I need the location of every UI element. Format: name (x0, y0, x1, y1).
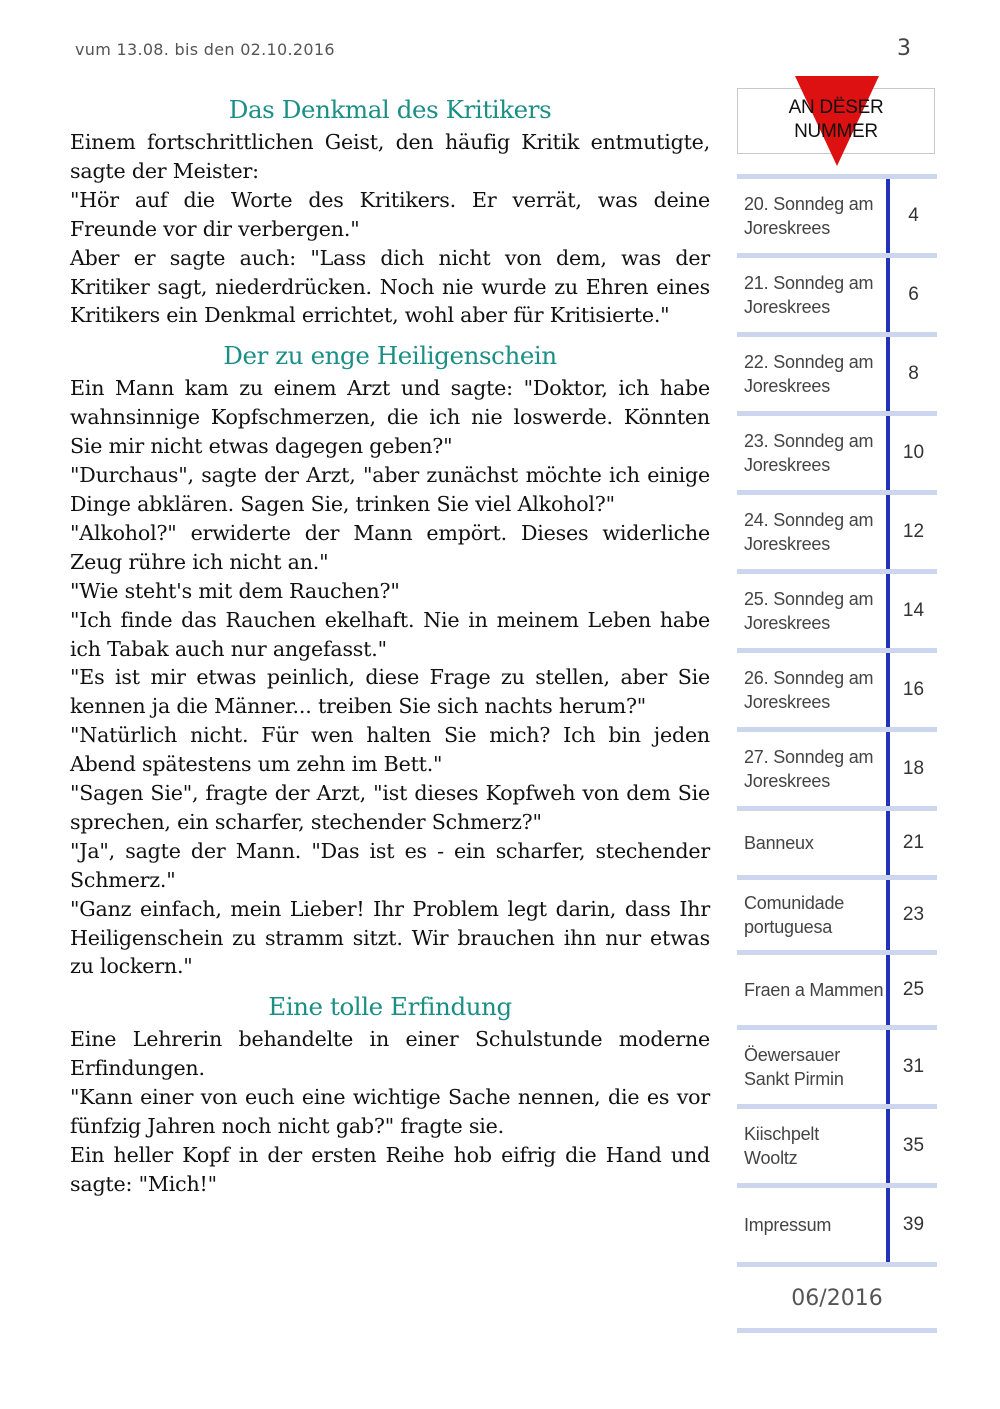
toc-item-label-line1: Impressum (744, 1215, 832, 1235)
toc-item[interactable] (737, 1188, 925, 1262)
issue-number: 06/2016 (791, 1286, 883, 1311)
article-title: Eine tolle Erfindung (268, 992, 512, 1022)
article-paragraph: "Es ist mir etwas peinlich, diese Frage zu stellen, aber Sie kennen ja die Männer... treiben Sie sich nachts herum?" (70, 665, 710, 719)
article-paragraph: Eine Lehrerin behandelte in einer Schulstunde moderne Erfindungen. (70, 1027, 710, 1081)
toc-item-label (737, 666, 873, 714)
toc-item[interactable] (737, 880, 925, 950)
toc-item-page-number: 12 (902, 521, 925, 542)
toc-item-label-line1: 27. Sonndeg am (744, 747, 874, 767)
article-paragraph: Einem fortschrittlichen Geist, den häufig Kritik entmutigte, sagte der Meister: (70, 130, 710, 183)
toc-item-page-number: 39 (902, 1214, 925, 1235)
toc-item-label (737, 1213, 831, 1237)
toc-item[interactable] (737, 653, 925, 727)
toc-item-page-number: 16 (902, 679, 925, 700)
article-paragraph: Aber er sagte auch: "Lass dich nicht von dem, was der Kritiker sagt, niederdrücken. Noch nie wurde zu Ehren eines Kritikers ein Denkmal errichtet, wohl aber für Kritisierte." (70, 245, 710, 328)
toc-item-page-number: 23 (902, 904, 925, 925)
toc-item-page-number: 6 (908, 284, 919, 305)
toc-item-page-number: 14 (902, 600, 925, 621)
toc-item-label-line1: 25. Sonndeg am (744, 589, 874, 609)
toc-item-label-line1: 20. Sonndeg am (744, 194, 874, 214)
toc-item-label-line2: Joreskrees (744, 534, 831, 554)
toc-item-label (737, 350, 873, 398)
toc-item-label-line2: Joreskrees (744, 297, 831, 317)
toc-item[interactable] (737, 495, 925, 569)
toc-item-page-number: 25 (902, 979, 925, 1000)
toc-item-page-number: 21 (902, 832, 925, 853)
toc-item[interactable] (737, 416, 925, 490)
toc-item-label-line2: Joreskrees (744, 692, 831, 712)
toc-item-label-line2: Joreskrees (744, 613, 831, 633)
toc-item[interactable] (737, 811, 925, 875)
toc-item-label-line2: Wooltz (744, 1148, 798, 1168)
toc-item-label-line1: 21. Sonndeg am (744, 273, 874, 293)
toc-item[interactable] (737, 337, 919, 411)
toc-item-label (737, 1043, 844, 1091)
toc-item[interactable] (737, 179, 919, 253)
article-paragraph: "Kann einer von euch eine wichtige Sache nennen, die es vor fünfzig Jahren noch nicht gab?" fragte sie. (70, 1085, 710, 1139)
page-number: 3 (897, 36, 911, 61)
toc-item-label-line1: Fraen a Mammen (744, 980, 884, 1000)
toc-heading-line1: AN DËSER (788, 97, 884, 118)
article-paragraph: "Ganz einfach, mein Lieber! Ihr Problem legt darin, dass Ihr Heiligenschein zu stramm sitzt. Wir brauchen ihn nur etwas zu lockern." (70, 896, 710, 979)
toc-item-label-line1: Comunidade (744, 893, 845, 913)
toc-item-page-number: 31 (902, 1056, 925, 1077)
toc-item[interactable] (737, 1030, 925, 1104)
toc-bottom-rule (737, 1328, 937, 1333)
article-paragraph: "Alkohol?" erwiderte der Mann empört. Dieses widerliche Zeug rühre ich nicht an." (70, 520, 710, 574)
toc-item-label-line1: Banneux (744, 833, 814, 853)
article-title: Der zu enge Heiligenschein (223, 341, 557, 371)
toc-item-label-line1: Öewersauer (744, 1045, 841, 1065)
toc-item-label-line1: 23. Sonndeg am (744, 431, 874, 451)
toc-item-label (737, 429, 873, 477)
toc-item-label (737, 831, 814, 855)
toc-item-label (737, 508, 873, 556)
article-column (70, 92, 710, 1199)
toc-item-label-line2: Joreskrees (744, 376, 831, 396)
toc-item-label-line2: portuguesa (744, 917, 833, 937)
toc-item-label-line2: Sankt Pirmin (744, 1069, 844, 1089)
toc-item-label-line2: Joreskrees (744, 771, 831, 791)
toc-item-label-line1: 24. Sonndeg am (744, 510, 874, 530)
toc-item-label-line1: 26. Sonndeg am (744, 668, 874, 688)
toc-item-label (737, 587, 873, 635)
toc-divider (737, 1262, 937, 1267)
article-paragraph: "Hör auf die Worte des Kritikers. Er verrät, was deine Freunde vor dir verbergen." (70, 187, 710, 241)
article-title: Das Denkmal des Kritikers (228, 95, 552, 124)
toc-item[interactable] (737, 955, 925, 1025)
toc-item-page-number: 18 (902, 758, 925, 779)
toc-item-page-number: 4 (908, 205, 919, 226)
toc-item-label (737, 978, 883, 1002)
toc-heading-line2: NUMMER (794, 121, 878, 142)
article-erfindung (70, 989, 710, 1198)
toc-item-label-line1: Kiischpelt (744, 1124, 820, 1144)
toc-item-label (737, 745, 873, 793)
article-paragraph: "Ich finde das Rauchen ekelhaft. Nie in meinem Leben habe ich Tabak auch nur angefasst." (70, 607, 710, 661)
article-paragraph: "Wie steht's mit dem Rauchen?" (70, 578, 400, 603)
toc-item-label (737, 1122, 819, 1170)
toc-item-label (737, 271, 873, 319)
toc-item-label (737, 192, 873, 240)
article-paragraph: Ein Mann kam zu einem Arzt und sagte: "Doktor, ich habe wahnsinnige Kopfschmerzen, die ich nie loswerde. Könnten Sie mir nicht etwas dagegen geben?" (70, 376, 710, 459)
toc-item-label (737, 891, 844, 939)
toc-item[interactable] (737, 732, 925, 806)
article-paragraph: "Ja", sagte der Mann. "Das ist es - ein scharfer, stechender Schmerz." (70, 838, 710, 892)
date-range-header: vum 13.08. bis den 02.10.2016 (75, 40, 335, 59)
article-paragraph: Ein heller Kopf in der ersten Reihe hob eifrig die Hand und sagte: "Mich!" (70, 1143, 710, 1196)
toc-heading (737, 96, 935, 144)
toc-item-page-number: 10 (902, 442, 925, 463)
toc-item-page-number: 8 (908, 363, 919, 384)
toc-item-label-line2: Joreskrees (744, 455, 831, 475)
toc-item-page-number: 35 (902, 1135, 925, 1156)
toc-item-label-line2: Joreskrees (744, 218, 831, 238)
toc-item-label-line1: 22. Sonndeg am (744, 352, 874, 372)
toc-item[interactable] (737, 258, 919, 332)
toc-item[interactable] (737, 1109, 925, 1183)
toc-item[interactable] (737, 574, 925, 648)
article-denkmal (70, 92, 710, 330)
article-paragraph: "Natürlich nicht. Für wen halten Sie mich? Ich bin jeden Abend spätestens um zehn im Bett." (70, 723, 710, 777)
toc-list (737, 174, 937, 1267)
article-paragraph: "Durchaus", sagte der Arzt, "aber zunächst möchte ich einige Dinge abklären. Sagen Sie, trinken Sie viel Alkohol?" (70, 463, 710, 516)
article-heiligenschein (70, 338, 710, 981)
article-paragraph: "Sagen Sie", fragte der Arzt, "ist dieses Kopfweh von dem Sie sprechen, ein scharfer, stechender Schmerz?" (70, 781, 710, 834)
